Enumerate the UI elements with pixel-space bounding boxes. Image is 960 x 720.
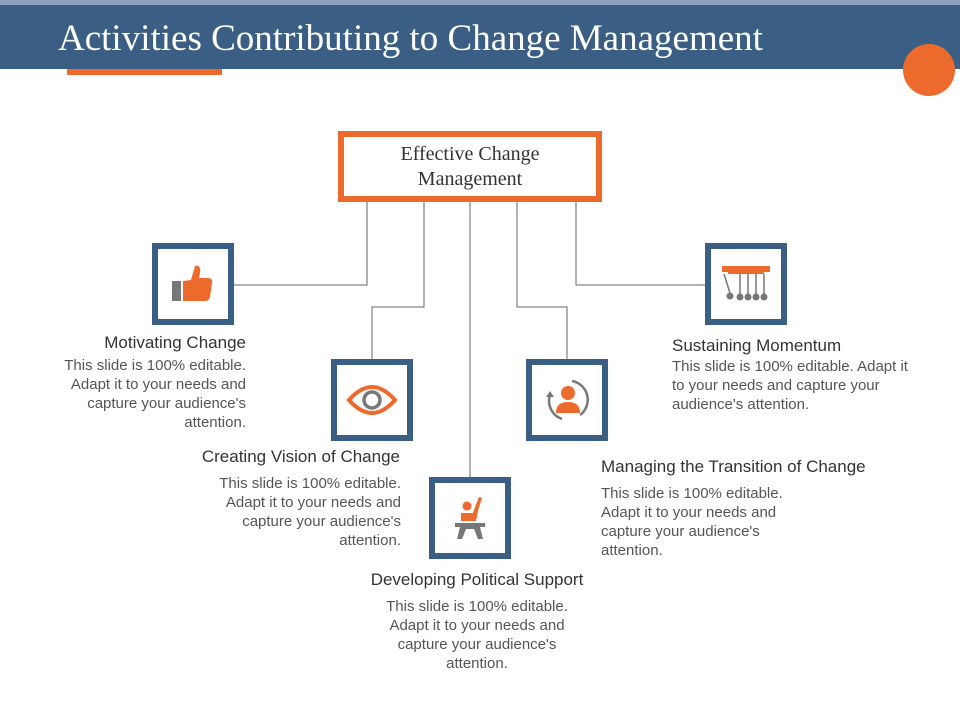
- connector-sustaining: [576, 202, 706, 285]
- speaker-podium-icon: [447, 495, 493, 541]
- sustaining-momentum-text: This slide is 100% editable. Adapt it to your needs and capture your audience's attention.: [672, 358, 908, 413]
- sustaining-momentum-heading: Sustaining Momentum: [672, 336, 842, 355]
- transition-text: This slide is 100% editable. Adapt it to your needs and capture your audience's attention.: [601, 485, 783, 559]
- thumbs-up-icon: [170, 261, 216, 307]
- connector-motivating: [234, 202, 367, 285]
- political-support-text: This slide is 100% editable. Adapt it to your needs and capture your audience's attention.: [386, 598, 568, 672]
- vision-text: This slide is 100% editable. Adapt it to your needs and capture your audience's attention.: [219, 475, 401, 549]
- motivating-change-heading: Motivating Change: [104, 333, 246, 352]
- motivating-change-text: This slide is 100% editable. Adapt it to your needs and capture your audience's attention.: [64, 357, 246, 431]
- connector-vision: [372, 202, 424, 359]
- transition-heading: Managing the Transition of Change: [601, 457, 866, 476]
- vision-icon-box: [331, 359, 413, 441]
- transition-icon-box: [526, 359, 608, 441]
- effective-change-management-box: [338, 131, 602, 202]
- center-box-label: Effective Change Management: [400, 142, 540, 190]
- motivating-change-icon-box: [152, 243, 234, 325]
- political-support-heading: Developing Political Support: [370, 570, 584, 589]
- sustaining-momentum-icon-box: [705, 243, 787, 325]
- slide-title: Activities Contributing to Change Management: [58, 18, 763, 59]
- newtons-cradle-icon: [718, 264, 774, 304]
- connector-transition: [517, 202, 567, 359]
- vision-heading: Creating Vision of Change: [201, 447, 400, 466]
- eye-icon: [346, 380, 398, 420]
- political-support-icon-box: [429, 477, 511, 559]
- person-cycle-icon: [542, 375, 592, 425]
